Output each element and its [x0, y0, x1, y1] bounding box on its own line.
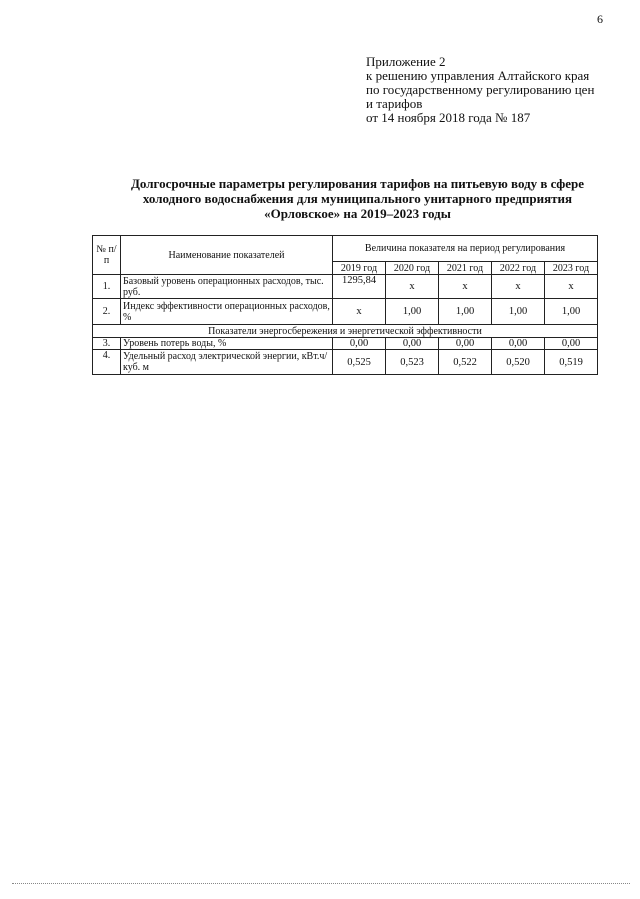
- appendix-line: по государственному регулированию цен: [366, 82, 595, 97]
- appendix-block: [366, 55, 606, 125]
- appendix-line: и тарифов: [366, 96, 423, 111]
- row-name: Удельный расход электрической энергии, кВт.ч/куб. м: [121, 350, 333, 375]
- year-header: 2020 год: [386, 262, 439, 275]
- column-header-value: Величина показателя на период регулирования: [333, 236, 598, 262]
- row-value: 0,00: [333, 338, 386, 350]
- row-value: 1,00: [439, 299, 492, 325]
- appendix-line: к решению управления Алтайского края: [366, 68, 590, 83]
- row-value: х: [545, 275, 598, 299]
- year-header: 2023 год: [545, 262, 598, 275]
- row-value: 0,525: [333, 350, 386, 375]
- year-header: 2021 год: [439, 262, 492, 275]
- appendix-line: от 14 ноября 2018 года № 187: [366, 110, 531, 125]
- table-row: [93, 299, 598, 325]
- title-line: Долгосрочные параметры регулирования тарифов на питьевую воду в сфере: [130, 176, 585, 191]
- section-row: [93, 325, 598, 338]
- row-value: х: [492, 275, 545, 299]
- section-label: Показатели энергосбережения и энергетической эффективности: [93, 325, 598, 338]
- row-value: 0,523: [386, 350, 439, 375]
- row-value: 0,00: [492, 338, 545, 350]
- row-number: 2.: [93, 299, 121, 325]
- row-value: х: [333, 299, 386, 325]
- row-value: х: [439, 275, 492, 299]
- table-row: [93, 275, 598, 299]
- title-line: «Орловское» на 2019–2023 годы: [264, 206, 451, 221]
- title-line: холодного водоснабжения для муниципального унитарного предприятия: [142, 191, 573, 206]
- page-bottom-divider: [12, 883, 630, 884]
- row-name: Индекс эффективности операционных расходов, %: [121, 299, 333, 325]
- table-row: [93, 350, 598, 375]
- row-name: Уровень потерь воды, %: [121, 338, 333, 350]
- year-header: 2019 год: [333, 262, 386, 275]
- row-value: 0,00: [386, 338, 439, 350]
- row-value: 0,519: [545, 350, 598, 375]
- row-value: 1,00: [492, 299, 545, 325]
- row-number: 4.: [93, 350, 121, 375]
- document-title: [100, 176, 615, 221]
- row-value: 1,00: [386, 299, 439, 325]
- table-row: [93, 338, 598, 350]
- row-value: 0,00: [545, 338, 598, 350]
- row-value: 0,522: [439, 350, 492, 375]
- parameters-table: [92, 235, 598, 375]
- appendix-line: Приложение 2: [366, 54, 446, 69]
- row-value: х: [386, 275, 439, 299]
- row-value: 1,00: [545, 299, 598, 325]
- row-number: 3.: [93, 338, 121, 350]
- row-value: 0,00: [439, 338, 492, 350]
- row-value: 1295,84: [333, 275, 386, 299]
- column-header-name: Наименование показателей: [121, 236, 333, 275]
- column-header-number: № п/п: [93, 236, 121, 275]
- page-number: 6: [597, 12, 603, 26]
- row-number: 1.: [93, 275, 121, 299]
- row-name: Базовый уровень операционных расходов, тыс. руб.: [121, 275, 333, 299]
- row-value: 0,520: [492, 350, 545, 375]
- year-header: 2022 год: [492, 262, 545, 275]
